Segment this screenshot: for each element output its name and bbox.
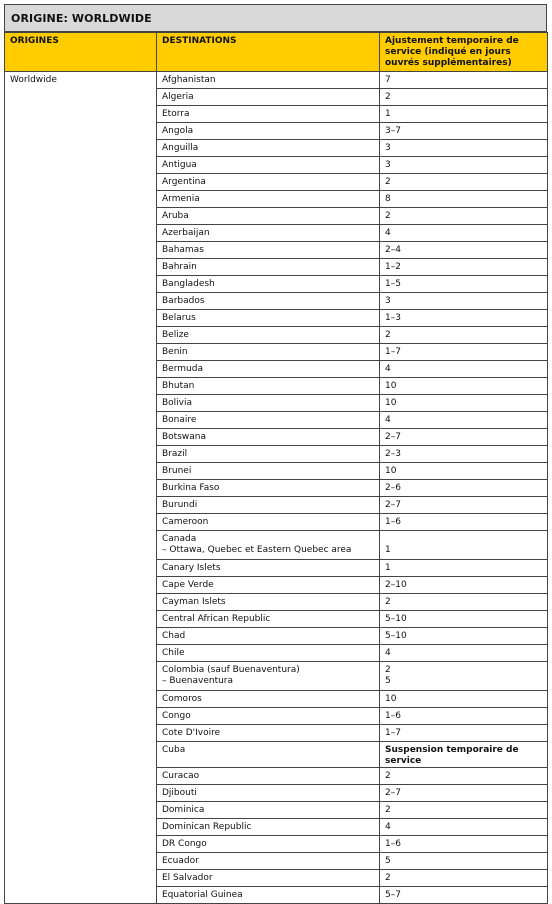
- destination-name: Bangladesh: [162, 279, 215, 289]
- header-origins: ORIGINES: [5, 33, 157, 72]
- adjustment-days: 2: [385, 771, 391, 781]
- adjustment-days: 2: [385, 665, 391, 675]
- destination-name: Benin: [162, 347, 188, 357]
- header-destinations: DESTINATIONS: [157, 33, 380, 72]
- adjustment-days: 1–6: [385, 839, 401, 849]
- destination-cell: [157, 293, 380, 310]
- destination-cell: [157, 691, 380, 708]
- adjustment-cell: [380, 742, 548, 768]
- adjustment-cell: [380, 819, 548, 836]
- destination-name: Cote D'Ivoire: [162, 728, 221, 738]
- adjustment-cell: [380, 276, 548, 293]
- adjustment-cell: [380, 870, 548, 887]
- origin-cell: Worldwide: [5, 72, 157, 904]
- destination-name: Belize: [162, 330, 189, 340]
- destination-name: Afghanistan: [162, 75, 216, 85]
- adjustment-days: 2: [385, 211, 391, 221]
- adjustment-cell: [380, 123, 548, 140]
- destination-cell: [157, 429, 380, 446]
- adjustment-days: 1–7: [385, 728, 401, 738]
- adjustment-days-subarea: 1: [385, 545, 391, 555]
- adjustment-cell: [380, 853, 548, 870]
- destination-name: Burkina Faso: [162, 483, 220, 493]
- adjustment-days: 1–3: [385, 313, 401, 323]
- adjustment-days: 2: [385, 597, 391, 607]
- service-adjustment-table: [4, 32, 548, 904]
- destination-cell: [157, 174, 380, 191]
- destination-name: Comoros: [162, 694, 202, 704]
- destination-name: Equatorial Guinea: [162, 890, 243, 900]
- adjustment-days: 1: [385, 109, 391, 119]
- adjustment-days: 4: [385, 415, 391, 425]
- page-title: ORIGINE: WORLDWIDE: [4, 4, 547, 32]
- destination-cell: [157, 768, 380, 785]
- destination-cell: [157, 725, 380, 742]
- adjustment-days: 1–6: [385, 711, 401, 721]
- adjustment-days: 4: [385, 822, 391, 832]
- adjustment-days: 2: [385, 805, 391, 815]
- destination-cell: [157, 577, 380, 594]
- adjustment-cell: [380, 725, 548, 742]
- destination-name: Burundi: [162, 500, 198, 510]
- destination-name: Cuba: [162, 745, 186, 755]
- destination-name: Algeria: [162, 92, 194, 102]
- adjustment-days: 5–10: [385, 614, 407, 624]
- destination-cell: [157, 497, 380, 514]
- destination-cell: [157, 259, 380, 276]
- table-row: [5, 72, 548, 89]
- adjustment-days: 3: [385, 160, 391, 170]
- destination-name: Curacao: [162, 771, 200, 781]
- adjustment-days: 10: [385, 398, 397, 408]
- adjustment-cell: [380, 157, 548, 174]
- adjustment-days: 4: [385, 648, 391, 658]
- adjustment-days: 1–7: [385, 347, 401, 357]
- adjustment-cell: [380, 344, 548, 361]
- adjustment-cell: [380, 560, 548, 577]
- schedule-document: [4, 4, 547, 904]
- destination-cell: [157, 344, 380, 361]
- adjustment-cell: [380, 293, 548, 310]
- adjustment-days: 2: [385, 330, 391, 340]
- destination-name: Canada: [162, 534, 197, 544]
- table-header-row: [5, 33, 548, 72]
- destination-name: Colombia (sauf Buenaventura): [162, 665, 300, 675]
- destination-cell: [157, 514, 380, 531]
- destination-cell: [157, 853, 380, 870]
- adjustment-cell: [380, 577, 548, 594]
- destination-name: Antigua: [162, 160, 197, 170]
- destination-cell: [157, 361, 380, 378]
- destination-name: Botswana: [162, 432, 206, 442]
- adjustment-days: 2–3: [385, 449, 401, 459]
- adjustment-days: 10: [385, 466, 397, 476]
- destination-name: Azerbaijan: [162, 228, 210, 238]
- destination-name: Cape Verde: [162, 580, 214, 590]
- adjustment-days: 2: [385, 873, 391, 883]
- adjustment-days: 4: [385, 364, 391, 374]
- destination-name: Armenia: [162, 194, 200, 204]
- destination-cell: [157, 276, 380, 293]
- adjustment-cell: [380, 174, 548, 191]
- adjustment-days: 3: [385, 296, 391, 306]
- adjustment-days: 10: [385, 381, 397, 391]
- adjustment-cell: [380, 395, 548, 412]
- adjustment-cell: [380, 446, 548, 463]
- adjustment-cell: [380, 691, 548, 708]
- destination-cell: [157, 594, 380, 611]
- destination-name: Aruba: [162, 211, 189, 221]
- adjustment-cell: [380, 429, 548, 446]
- adjustment-cell: [380, 225, 548, 242]
- destination-name: Belarus: [162, 313, 196, 323]
- adjustment-cell: [380, 310, 548, 327]
- destination-cell: [157, 742, 380, 768]
- adjustment-days: 2–4: [385, 245, 401, 255]
- destination-cell: [157, 560, 380, 577]
- destination-cell: [157, 870, 380, 887]
- adjustment-days-subarea: 5: [385, 676, 391, 686]
- table-body: [5, 72, 548, 904]
- destination-cell: [157, 463, 380, 480]
- destination-cell: [157, 140, 380, 157]
- destination-cell: [157, 378, 380, 395]
- adjustment-cell: [380, 89, 548, 106]
- adjustment-days: 2–7: [385, 788, 401, 798]
- destination-name: Anguilla: [162, 143, 199, 153]
- destination-cell: [157, 225, 380, 242]
- adjustment-cell: [380, 361, 548, 378]
- destination-cell: [157, 785, 380, 802]
- adjustment-cell: [380, 836, 548, 853]
- adjustment-cell: [380, 378, 548, 395]
- destination-name: Central African Republic: [162, 614, 271, 624]
- adjustment-days: 5: [385, 856, 391, 866]
- adjustment-days: 2: [385, 92, 391, 102]
- destination-cell: [157, 208, 380, 225]
- destination-cell: [157, 480, 380, 497]
- adjustment-days: 2: [385, 177, 391, 187]
- adjustment-cell: [380, 802, 548, 819]
- adjustment-days: 4: [385, 228, 391, 238]
- destination-cell: [157, 106, 380, 123]
- adjustment-days: [385, 534, 542, 545]
- destination-cell: [157, 819, 380, 836]
- destination-name: Barbados: [162, 296, 205, 306]
- adjustment-cell: [380, 514, 548, 531]
- destination-name: Bermuda: [162, 364, 203, 374]
- destination-name: Bahamas: [162, 245, 204, 255]
- destination-cell: [157, 395, 380, 412]
- adjustment-days: 3: [385, 143, 391, 153]
- destination-name: Chile: [162, 648, 185, 658]
- adjustment-cell: [380, 140, 548, 157]
- adjustment-days: 10: [385, 694, 397, 704]
- adjustment-cell: [380, 463, 548, 480]
- destination-cell: [157, 802, 380, 819]
- destination-name: Congo: [162, 711, 191, 721]
- adjustment-days: 8: [385, 194, 391, 204]
- adjustment-days: 1–5: [385, 279, 401, 289]
- destination-name: Dominican Republic: [162, 822, 252, 832]
- destination-cell: [157, 887, 380, 904]
- adjustment-cell: [380, 594, 548, 611]
- destination-cell: [157, 89, 380, 106]
- adjustment-cell: [380, 72, 548, 89]
- destination-cell: [157, 836, 380, 853]
- destination-name: Bonaire: [162, 415, 197, 425]
- adjustment-cell: [380, 480, 548, 497]
- destination-name: Etorra: [162, 109, 190, 119]
- destination-cell: [157, 123, 380, 140]
- adjustment-days: Suspension temporaire de service: [385, 745, 519, 766]
- adjustment-days: 1–6: [385, 517, 401, 527]
- adjustment-cell: [380, 531, 548, 560]
- destination-name: Djibouti: [162, 788, 197, 798]
- destination-name: Brunei: [162, 466, 192, 476]
- adjustment-cell: [380, 628, 548, 645]
- destination-name: Cameroon: [162, 517, 209, 527]
- destination-name: Brazil: [162, 449, 188, 459]
- destination-cell: [157, 327, 380, 344]
- destination-cell: [157, 446, 380, 463]
- adjustment-days: 2–10: [385, 580, 407, 590]
- adjustment-cell: [380, 785, 548, 802]
- destination-name: Chad: [162, 631, 186, 641]
- adjustment-days: 2–7: [385, 500, 401, 510]
- destination-name: Bahrain: [162, 262, 197, 272]
- destination-name: Canary Islets: [162, 563, 221, 573]
- destination-name: Cayman Islets: [162, 597, 226, 607]
- adjustment-cell: [380, 259, 548, 276]
- adjustment-days: 7: [385, 75, 391, 85]
- destination-name: Ecuador: [162, 856, 199, 866]
- adjustment-cell: [380, 191, 548, 208]
- adjustment-cell: [380, 106, 548, 123]
- adjustment-cell: [380, 497, 548, 514]
- adjustment-cell: [380, 645, 548, 662]
- destination-name: Argentina: [162, 177, 206, 187]
- destination-cell: [157, 72, 380, 89]
- adjustment-days: 1–2: [385, 262, 401, 272]
- destination-cell: [157, 628, 380, 645]
- adjustment-days: 3–7: [385, 126, 401, 136]
- adjustment-cell: [380, 768, 548, 785]
- destination-cell: [157, 412, 380, 429]
- destination-cell: [157, 611, 380, 628]
- destination-cell: [157, 708, 380, 725]
- destination-cell: [157, 191, 380, 208]
- adjustment-cell: [380, 611, 548, 628]
- header-adjustment: Ajustement temporaire de service (indiqué en jours ouvrés supplémentaires): [380, 33, 548, 72]
- adjustment-cell: [380, 412, 548, 429]
- destination-name: Bhutan: [162, 381, 195, 391]
- destination-cell: [157, 157, 380, 174]
- destination-cell: [157, 645, 380, 662]
- adjustment-days: 5–10: [385, 631, 407, 641]
- destination-cell: [157, 310, 380, 327]
- adjustment-cell: [380, 208, 548, 225]
- adjustment-cell: [380, 708, 548, 725]
- destination-name: Angola: [162, 126, 194, 136]
- destination-cell: [157, 531, 380, 560]
- destination-name: Bolivia: [162, 398, 193, 408]
- destination-subarea: – Ottawa, Quebec et Eastern Quebec area: [162, 545, 352, 555]
- destination-name: El Salvador: [162, 873, 213, 883]
- destination-cell: [157, 242, 380, 259]
- adjustment-cell: [380, 887, 548, 904]
- adjustment-days: 5–7: [385, 890, 401, 900]
- destination-name: DR Congo: [162, 839, 207, 849]
- adjustment-cell: [380, 242, 548, 259]
- adjustment-days: 2–7: [385, 432, 401, 442]
- destination-subarea: – Buenaventura: [162, 676, 234, 686]
- destination-cell: [157, 662, 380, 691]
- destination-name: Dominica: [162, 805, 205, 815]
- adjustment-cell: [380, 662, 548, 691]
- adjustment-cell: [380, 327, 548, 344]
- adjustment-days: 1: [385, 563, 391, 573]
- adjustment-days: 2–6: [385, 483, 401, 493]
